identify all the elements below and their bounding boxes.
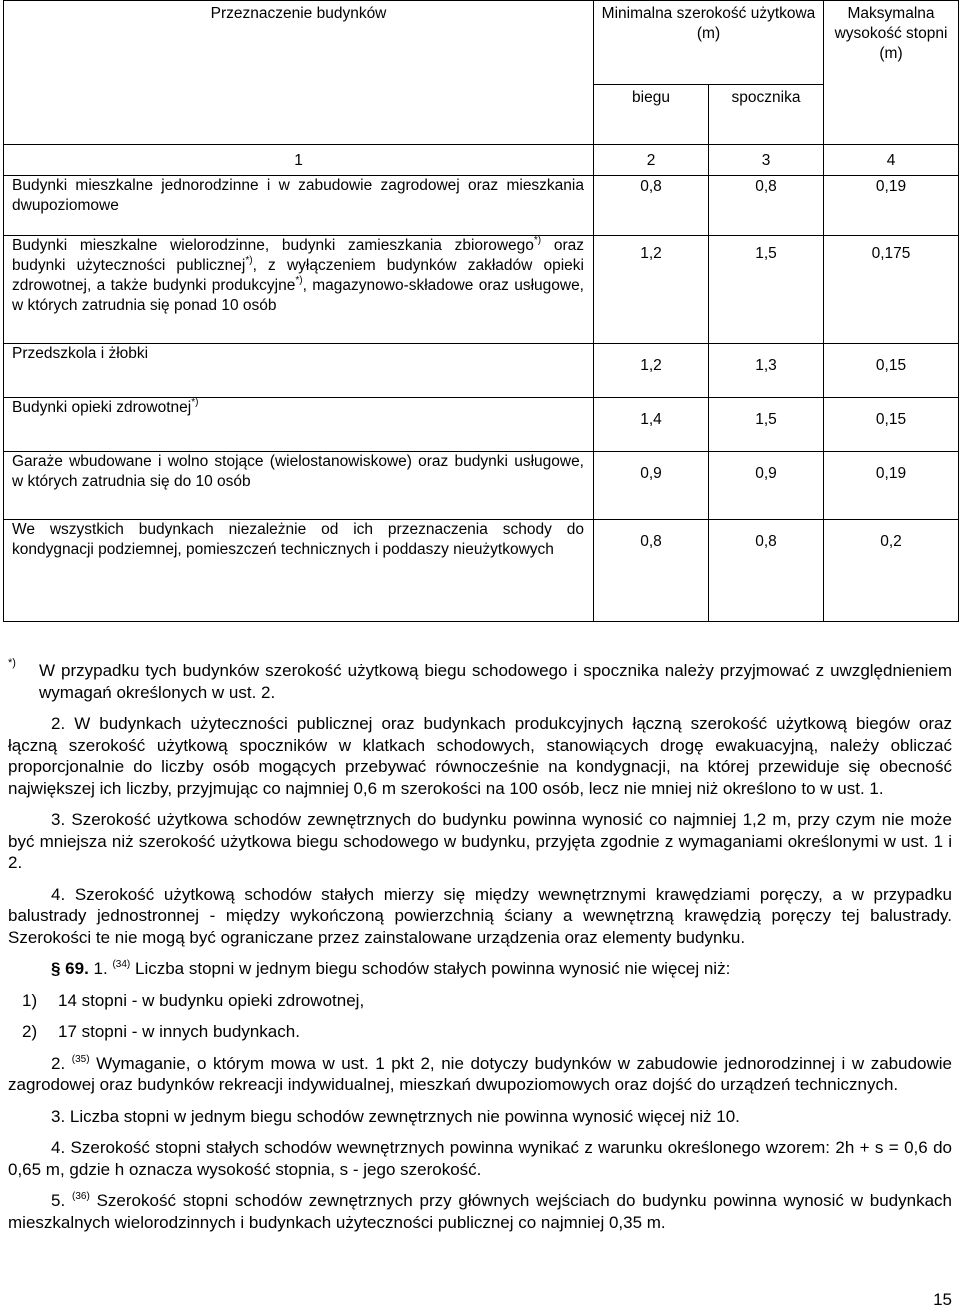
building-purpose: [4, 236, 594, 344]
table-body: [4, 145, 959, 622]
paragraph-3: 3. Szerokość użytkowa schodów zewnętrznych do budynku powinna wynosić co najmniej 1,2 m, przy czym nie może być mniejsza niż szerokość użytkowa biegu schodowego w budynku, przyjęta zgodnie z wymaganiami określonymi w ust. 1 i 2.: [8, 810, 952, 872]
footnote: [8, 657, 952, 703]
paragraph-text: Liczba stopni w jednym biegu schodów stałych powinna wynosić nie więcej niż:: [135, 959, 731, 978]
page-number: 15: [933, 1290, 952, 1309]
section-69-paragraph-5: [8, 1190, 952, 1233]
stairs-requirements-table: [3, 0, 959, 622]
purpose-text: Budynki opieki zdrowotnej: [12, 399, 192, 416]
section-69-paragraph-2: [8, 1053, 952, 1096]
section-69-paragraph-1: [8, 958, 952, 980]
max-step-height: 0,15: [824, 398, 959, 452]
max-step-height: 0,19: [824, 452, 959, 520]
header-max-step-height: Maksymalna wysokość stopni (m): [824, 1, 959, 145]
list-item-number: 1): [22, 990, 38, 1010]
min-width-flight: 1,2: [594, 344, 709, 398]
min-width-landing: 0,9: [709, 452, 824, 520]
table-row: [4, 236, 959, 344]
min-width-landing: 0,8: [709, 520, 824, 622]
table-row: [4, 452, 959, 520]
table-row: [4, 176, 959, 236]
max-step-height: 0,175: [824, 236, 959, 344]
footnote-ref: *): [295, 275, 303, 286]
list-item-text: 17 stopni - w innych budynkach.: [58, 1022, 300, 1041]
list-item-number: 2): [22, 1022, 38, 1041]
footnote-ref: (36): [71, 1191, 90, 1202]
paragraph-number: 5.: [51, 1191, 66, 1210]
table-row: [4, 520, 959, 622]
list-item: [8, 990, 952, 1012]
building-purpose: [4, 176, 594, 236]
paragraph-number: 1.: [93, 959, 108, 978]
purpose-text: oraz budynki użyteczności publicznej: [12, 237, 585, 274]
min-width-flight: 0,9: [594, 452, 709, 520]
purpose-text: , z wyłączeniem budynków zakładów opieki zdrowotnej, a także budynki produkcyjne: [12, 257, 584, 294]
min-width-landing: 1,3: [709, 344, 824, 398]
building-purpose: [4, 520, 594, 622]
purpose-text: Przedszkola i żłobki: [12, 345, 149, 362]
min-width-flight: 0,8: [594, 520, 709, 622]
paragraph-text: Wymaganie, o którym mowa w ust. 1 pkt 2, nie dotyczy budynków w zabudowie jednorodzinnej i w zabudowie zagrodowej oraz budynków rekreacji indywidualnej, mieszkań dwupoziomowych oraz dojść do urządzeń technicznych.: [8, 1053, 952, 1094]
footnote-ref: *): [245, 255, 253, 266]
body-text: [8, 657, 952, 1233]
list-item: [8, 1021, 952, 1043]
header-landing: spocznika: [709, 85, 824, 145]
header-purpose: Przeznaczenie budynków: [4, 1, 594, 145]
min-width-flight: 1,2: [594, 236, 709, 344]
section-69-paragraph-3: 3. Liczba stopni w jednym biegu schodów zewnętrznych nie powinna wynosić więcej niż 10.: [51, 1106, 740, 1126]
building-purpose: [4, 452, 594, 520]
building-purpose: [4, 398, 594, 452]
paragraph-2: 2. W budynkach użyteczności publicznej oraz budynkach produkcyjnych łączną szerokość użytkową biegów oraz łączną szerokość użytkową spoczników w klatkach schodowych, stanowiących drogę ewakuacyjną, należy obliczać proporcjonalnie do liczby osób mogących przebywać równocześnie na kondygnacji, na której przewiduje się obecność największej ich liczby, przyjmując co najmniej 0,6 m szerokości na 100 osób, lecz nie mniej niż określono to w ust. 1.: [8, 714, 952, 798]
paragraph-number: 2.: [51, 1053, 66, 1073]
min-width-landing: 1,5: [709, 236, 824, 344]
footnote-ref: *): [533, 235, 542, 246]
footnote-ref: (34): [112, 959, 131, 970]
header-flight: biegu: [594, 85, 709, 145]
max-step-height: 0,19: [824, 176, 959, 236]
stair-count-list: [8, 990, 952, 1043]
footnote-mark: *): [8, 657, 16, 669]
purpose-text: Garaże wbudowane i wolno stojące (wielostanowiskowe) oraz budynki usługowe, w których zatrudnia się do 10 osób: [12, 453, 584, 490]
section-number: § 69.: [51, 959, 89, 978]
purpose-text: Budynki mieszkalne wielorodzinne, budynki zamieszkania zbiorowego: [12, 237, 534, 254]
column-number: 3: [709, 145, 824, 176]
table-row: [4, 398, 959, 452]
paragraph-4: 4. Szerokość użytkową schodów stałych mierzy się między wewnętrznymi krawędziami poręczy, a w przypadku balustrady jednostronnej - między wykończoną powierzchnią ściany a wewnętrzną krawędzią poręczy tej balustrady. Szerokości te nie mogą być ograniczane przez zainstalowane urządzenia oraz elementy budynku.: [8, 884, 952, 947]
list-item-text: 14 stopni - w budynku opieki zdrowotnej,: [58, 990, 365, 1010]
footnote-ref: *): [191, 397, 199, 408]
purpose-text: We wszystkich budynkach niezależnie od ich przeznaczenia schody do kondygnacji podziemnej, pomieszczeń technicznych i poddaszy nieużytkowych: [12, 521, 584, 558]
min-width-landing: 0,8: [709, 176, 824, 236]
building-purpose: [4, 344, 594, 398]
purpose-text: Budynki mieszkalne jednorodzinne i w zabudowie zagrodowej oraz mieszkania dwupoziomowe: [12, 177, 584, 214]
min-width-flight: 0,8: [594, 176, 709, 236]
section-69-paragraph-4: 4. Szerokość stopni stałych schodów wewnętrznych powinna wynikać z warunku określonego wzorem: 2h + s = 0,6 do 0,65 m, gdzie h oznacza wysokość stopnia, s - jego szerokość.: [8, 1138, 952, 1179]
header-min-width: Minimalna szerokość użytkowa (m): [594, 1, 824, 85]
max-step-height: 0,2: [824, 520, 959, 622]
footnote-text: W przypadku tych budynków szerokość użytkową biegu schodowego i spocznika należy przyjmować z uwzględnieniem wymagań określonych w ust. 2.: [39, 661, 952, 702]
purpose-text: , magazynowo-składowe oraz usługowe, w których zatrudnia się ponad 10 osób: [12, 277, 584, 314]
table-row: [4, 344, 959, 398]
column-number: 1: [4, 145, 594, 176]
max-step-height: 0,15: [824, 344, 959, 398]
paragraph-text: Szerokość stopni schodów zewnętrznych przy głównych wejściach do budynku powinna wynosić w budynkach mieszkalnych wielorodzinnych i budynkach użyteczności publicznej co najmniej 0,35 m.: [8, 1191, 952, 1232]
column-number: 2: [594, 145, 709, 176]
min-width-flight: 1,4: [594, 398, 709, 452]
column-number: 4: [824, 145, 959, 176]
min-width-landing: 1,5: [709, 398, 824, 452]
footnote-ref: (35): [71, 1053, 90, 1065]
